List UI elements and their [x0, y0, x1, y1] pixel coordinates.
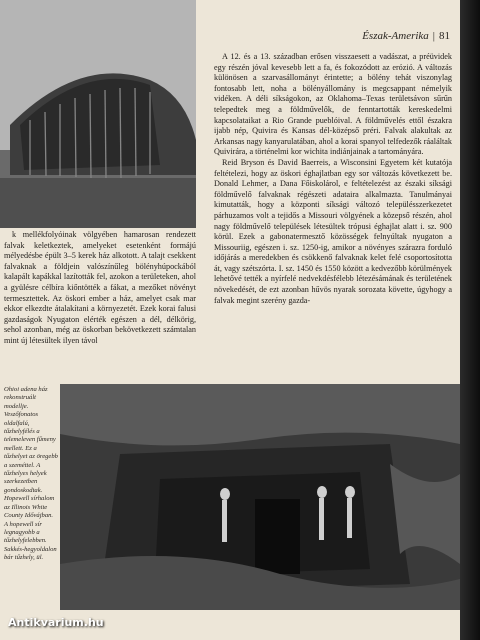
hut-photo-graphic [0, 0, 196, 228]
burial-mound-photo [60, 384, 460, 610]
hut-reconstruction-photo [0, 0, 196, 228]
right-text-column [214, 52, 452, 378]
right-paragraph: A 12. és a 13. században erősen visszaesett a vadászat, a préüvidek egy részén jóval kevesebb lett a fa, és fokozódott az erózió. A változás különösen a szarvasállományt érintette; a bölény tehát viszonylag fontosabb lett, noha a bölényállomány is megcsappant némelyik vidéken. A déli síkságokon, az Oklahoma–Texas területsávon sűrűn telepedtek meg a földművelők, de fenntartották kereskedelmi kapcsolataikat a Rio Grande pueblóival. A földművelés ettől északra ijabb nép, Quivira és Kansas dél-középső préri. Falvak alakultak az Arkansas nagy kanyarulatában, ahol a korai spanyol telfedezők ráaláltak Quivirára, a történelmi kor wichita indiánjainak a tartományára. [214, 52, 452, 157]
watermark-text: Antikvarium.hu [8, 616, 104, 629]
running-head [300, 30, 450, 42]
burial-photo-graphic [60, 384, 460, 610]
right-paragraph: Reid Bryson és David Baerreis, a Wisconsini Egyetem két kutatója feltételezi, hogy az öskori éghajlatban egy sor változás következett be. Donald Lehmer, a Dana Főiskolárol, e feltételezést az északi síksági földművelő falvaknak régészeti adataira alkalmazta. Tanulmányai kimutatták, hogy a központi síksági változó településszerkezetet párhuzamos volt a tejidős a Missouri völgyének a közepső részén, ahol nagy földművelő települések létesültek trópusi éghajlat alatt i. sz. 900 körül. Ezek a gabonatermesztő közösségek felnyúltak nyugaton a Missouriig, egészen i. sz. 1250-ig, amikor a növényes szárazra forduló időjárás a meredekben és csökkenő falvaknak kelet felé csoportosította át, vagy szétszórta. I. sz. 1450 és 1550 között a kedvezőbb körülmények lehetővé tették a nyírfelé nedvekdésfélebb létezésámának és területének növekedését, de ezt azonban hűvös nyarak sorozata követte, úgyhogy a falvak megint szerény gazda- [214, 157, 452, 305]
photo-caption: Ohioi adena ház rekonstruált modellje. Veszőfonatos oldalfalú, tűzhelyfélés a telemeleven fűmeny mellett. Ez a tűzhelyet az öregebb a szeméttel. A tűzhelyes helyek szerkezetben gondoskodtak. Hopewell sírhalom az Illinois White County Idővájban. A hopewell sír legnagyobb a tűzhelyfelebben. Sakkés-hegyoldalon bár tűzhely, ül. [4, 386, 58, 562]
book-spine-shadow [460, 0, 480, 640]
section-title: Észak-Amerika [362, 30, 429, 42]
page-number: 81 [439, 30, 450, 42]
left-text-column [4, 230, 196, 378]
header-separator: | [432, 30, 435, 42]
left-paragraph: k mellékfolyóinak völgyében hamarosan rendezett falvak keletkeztek, amelyeket esetenként formájú mélyedésbe épült 3–5 kerek ház alkotott. A talajt csekkent falvaknak a földjein valószínűleg bölényhúpockából kalapált kapákkal lazították fel, azokon a területeken, ahol a gyülésre célbíra kiőntötték a fákat, a mezőket növényt termesztettek. Az öskori ember a ház, amelyet csak mar ekkor elkezdte átalakítani a környezetét. Ezek korai falusi gazdaságok Nyugaton elérték egészen a dél, délkörig, sehol azonban, még az öskorban bekövetkezett számtalan mint új létesültek ilyen távol [4, 230, 196, 345]
